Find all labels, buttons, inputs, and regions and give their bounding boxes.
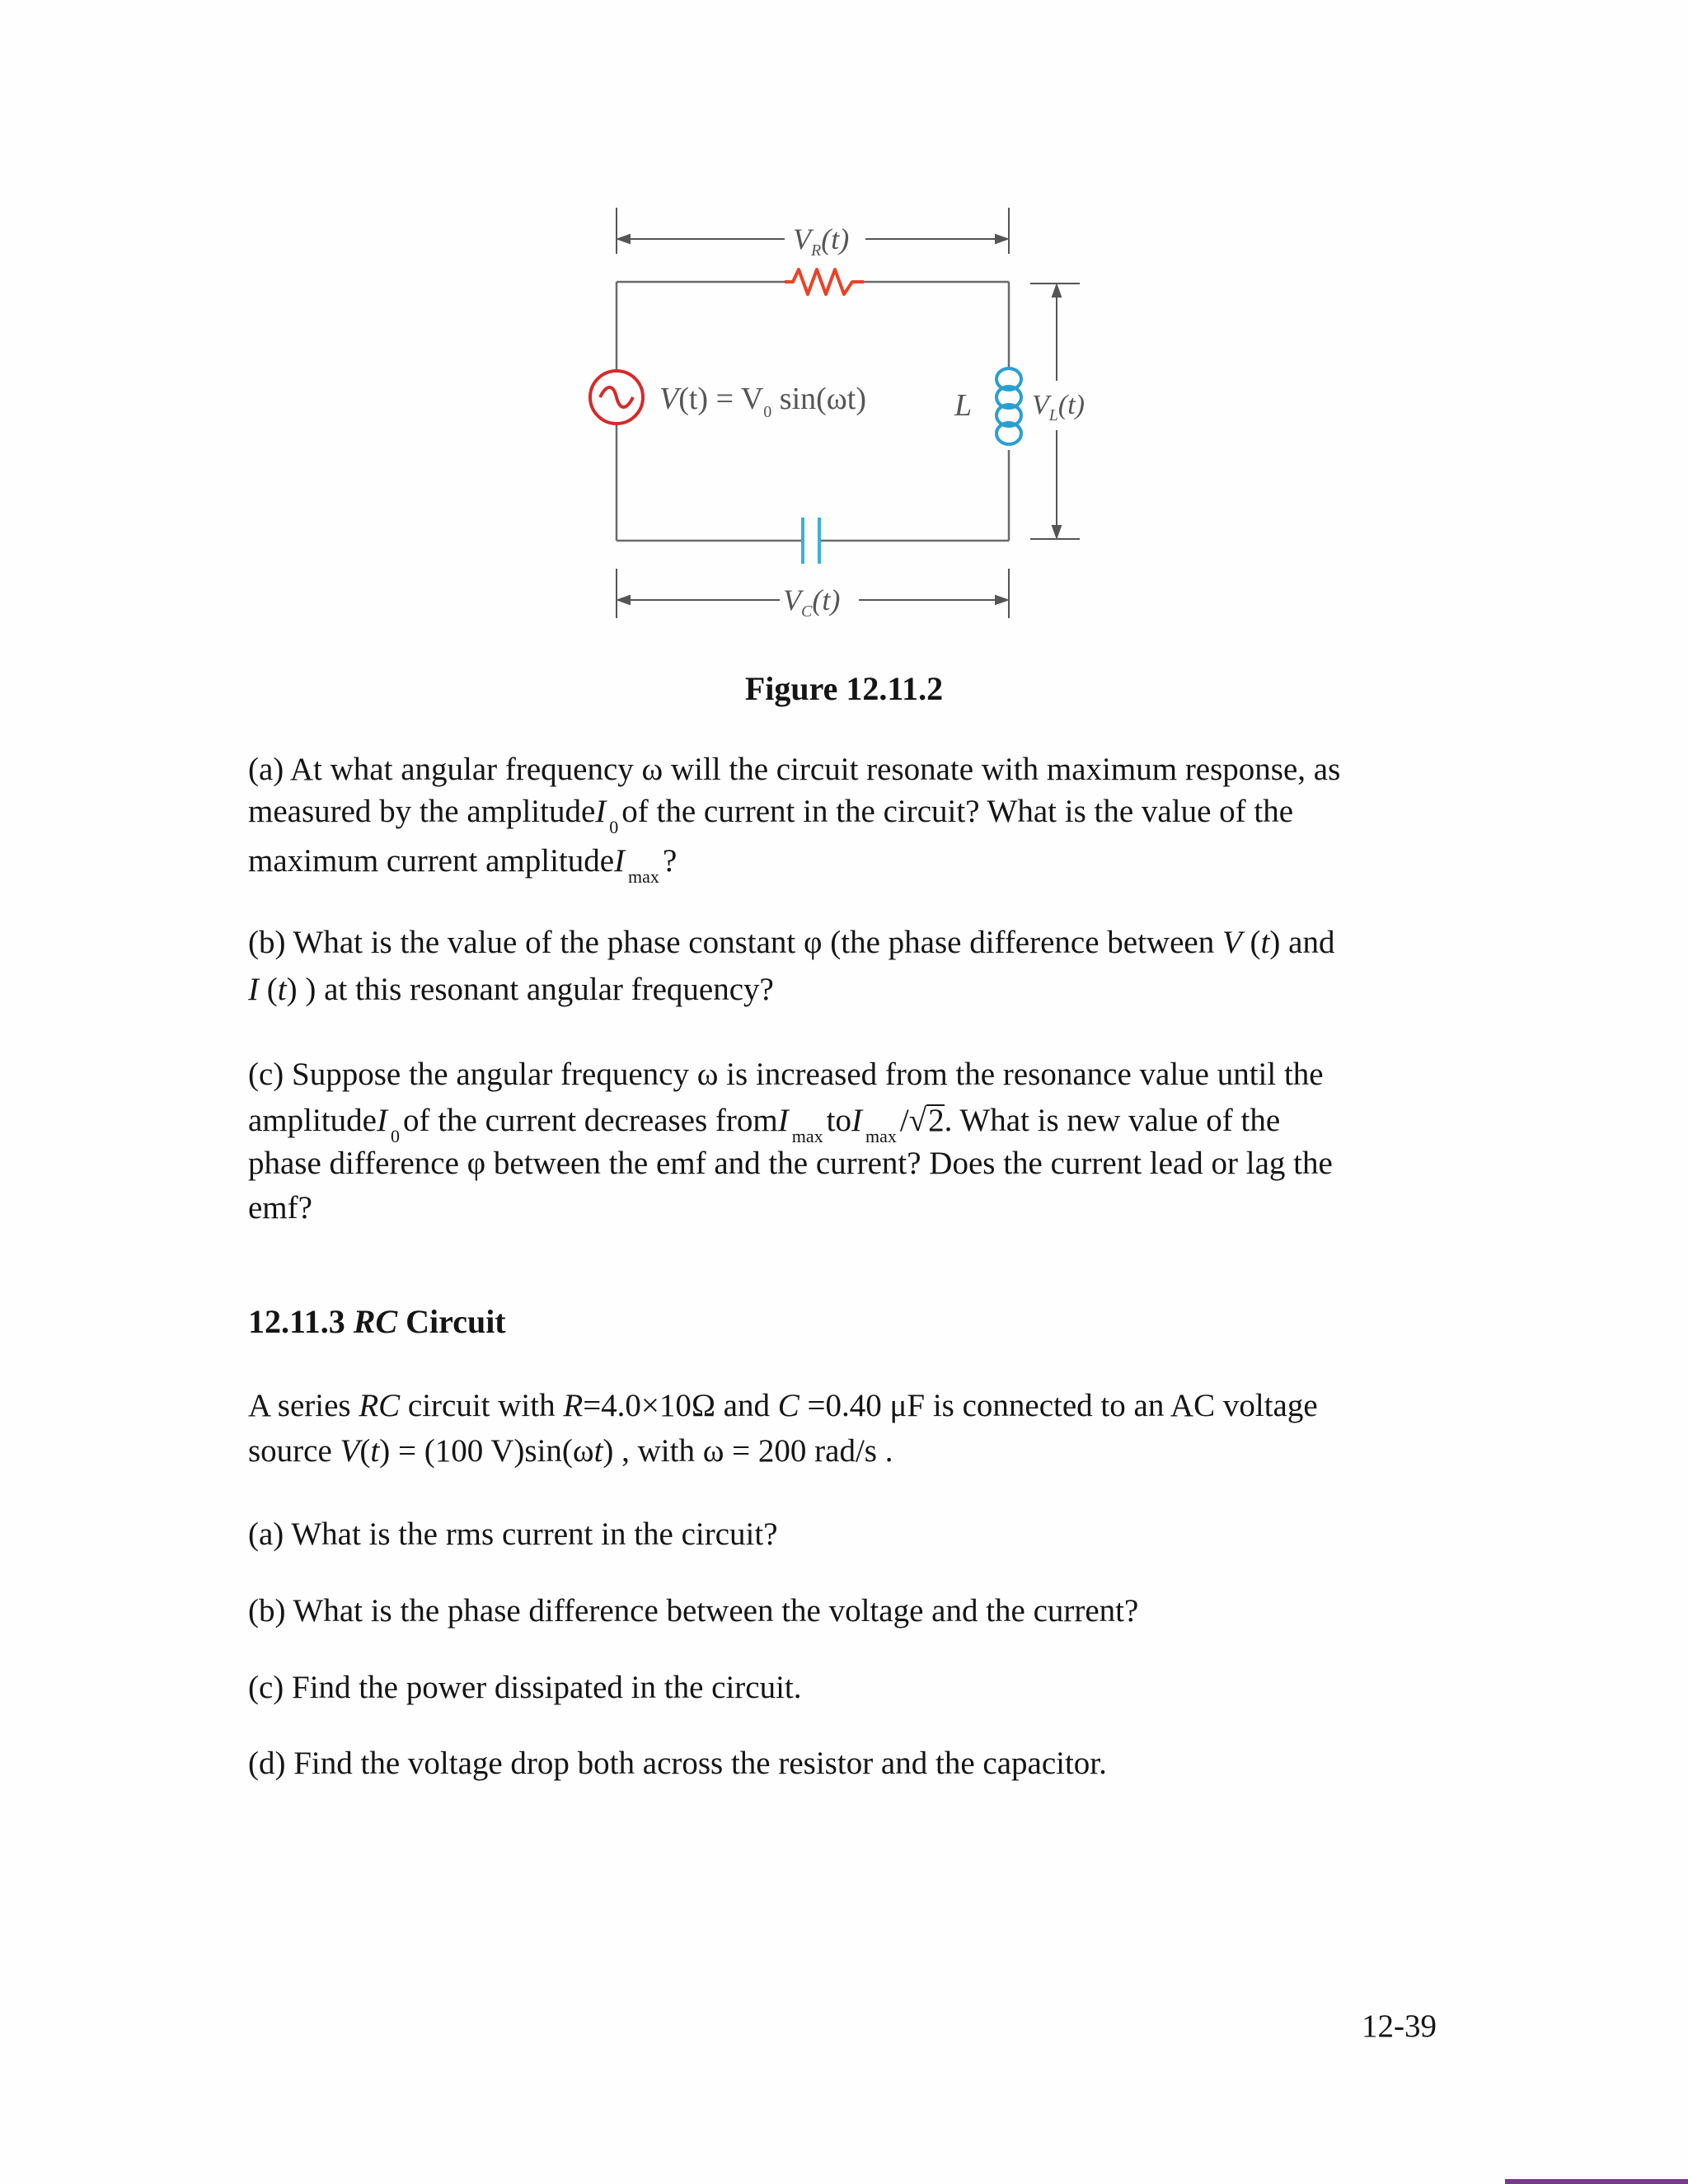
rlc-circuit-diagram bbox=[569, 198, 1113, 626]
resistor-symbol bbox=[785, 269, 864, 294]
rc-part-b: (b) What is the phase difference between the voltage and the current? bbox=[248, 1593, 1139, 1629]
question-a-line1: (a) At what angular frequency ω will the circuit resonate with maximum response, as bbox=[248, 752, 1341, 787]
question-a-line2: measured by the amplitudeI $_0$ of the current in the circuit? What is the value of the bbox=[248, 794, 1294, 837]
rc-problem-line2: source V(t) = (100 V)sin(ωt) , with ω = 200 rad/s . bbox=[248, 1433, 893, 1469]
sqrt-two: 2 bbox=[928, 1103, 945, 1138]
inductor-coil bbox=[996, 368, 1021, 444]
corner-decoration bbox=[1505, 2179, 1688, 2184]
vr-label: $V_R(t)$ bbox=[793, 223, 850, 260]
rc-part-a: (a) What is the rms current in the circuit? bbox=[248, 1516, 778, 1552]
inductor-label: L bbox=[954, 388, 973, 423]
rc-part-d: (d) Find the voltage drop both across the resistor and the capacitor. bbox=[248, 1746, 1107, 1781]
page-number: 12-39 bbox=[1362, 2008, 1437, 2044]
rc-part-c: (c) Find the power dissipated in the circuit. bbox=[248, 1670, 802, 1705]
question-b-line2: I (t) ) at this resonant angular frequency? bbox=[248, 972, 774, 1007]
question-c-line4: emf? bbox=[248, 1190, 312, 1226]
question-a-line3: maximum current amplitudeI $_{max}$ ? bbox=[248, 843, 678, 887]
ac-source-icon bbox=[590, 371, 643, 424]
question-c-line3: phase difference φ between the emf and the current? Does the current lead or lag the bbox=[248, 1146, 1333, 1181]
source-equation: $V(t) = V_0$ sin(ωt) bbox=[659, 382, 867, 421]
rc-problem-line1: A series RC circuit with R=4.0×10Ω and C =0.40 μF is connected to an AC voltage bbox=[248, 1388, 1318, 1423]
question-b-line1: (b) What is the value of the phase constant φ (the phase difference between V (t) and bbox=[248, 925, 1335, 960]
vc-label: $V_C(t)$ bbox=[783, 583, 841, 621]
figure-caption: Figure 12.11.2 bbox=[744, 670, 944, 707]
section-heading: 12.11.3 RC Circuit bbox=[248, 1303, 506, 1340]
capacitor-symbol bbox=[803, 518, 819, 564]
vl-label: $V_L(t)$ bbox=[1032, 390, 1085, 424]
question-c-line2: amplitudeI $_0$ of the current decreases fromI $_{max}$ toI $_{max}$ /√2. What is new value of the bbox=[248, 1103, 1281, 1146]
question-c-line1: (c) Suppose the angular frequency ω is increased from the resonance value until the bbox=[248, 1057, 1324, 1092]
